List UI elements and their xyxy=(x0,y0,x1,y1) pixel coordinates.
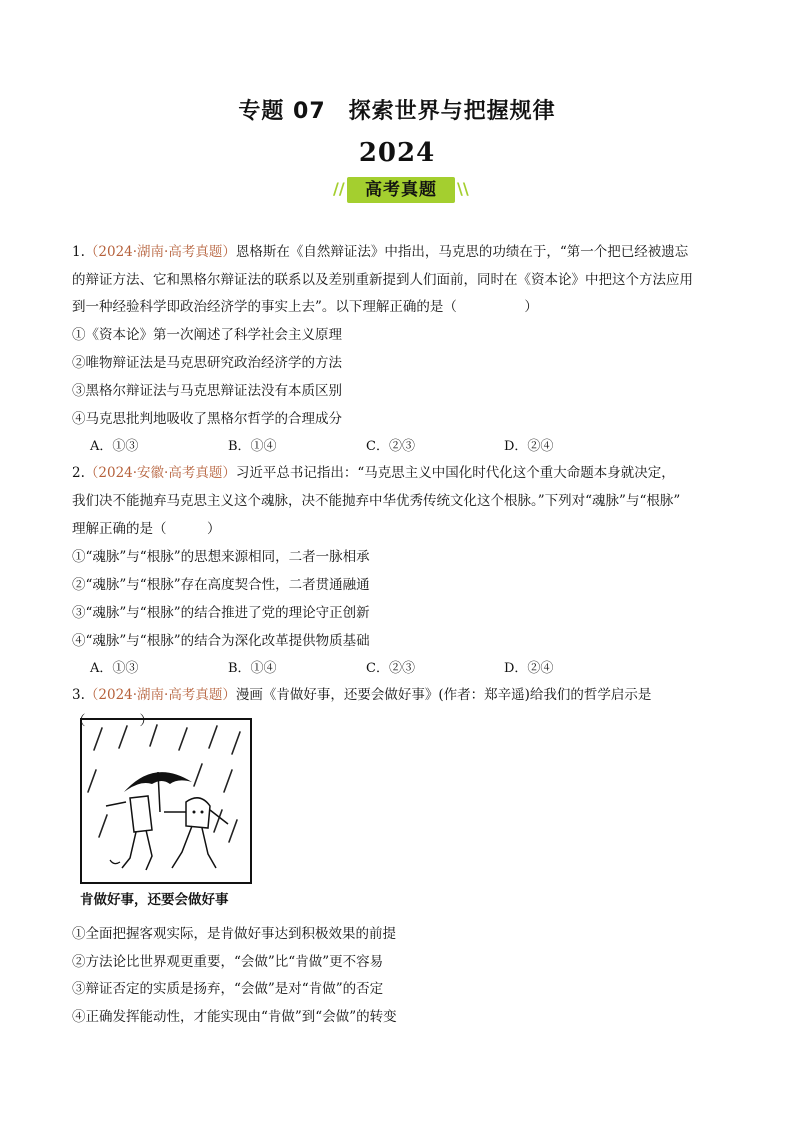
q3-line1 xyxy=(72,685,651,705)
q2-text-1: 习近平总书记指出：“马克思主义中国化时代化这个重大命题本身就决定， xyxy=(235,465,675,481)
q1-item-3: ③黑格尔辩证法与马克思辩证法没有本质区别 xyxy=(72,383,342,399)
q1-line3: 到一种经验科学即政治经济学的事实上去”。以下理解正确的是（ ） xyxy=(72,299,538,315)
banner-label: 高考真题 xyxy=(365,180,437,200)
q2-option-c: C．②③ xyxy=(366,661,415,676)
q1-item-2: ②唯物辩证法是马克思研究政治经济学的方法 xyxy=(72,355,342,371)
q3-item-2: ②方法论比世界观更重要，“会做”比“肯做”更不容易 xyxy=(72,954,384,970)
cartoon-drawing xyxy=(82,720,250,882)
q2-line1 xyxy=(72,463,675,483)
q1-option-b: B．①④ xyxy=(228,439,277,454)
q2-item-4: ④“魂脉”与“根脉”的结合为深化改革提供物质基础 xyxy=(72,633,370,649)
cartoon-illustration xyxy=(80,718,252,884)
cartoon-caption: 肯做好事，还要会做好事 xyxy=(80,892,229,908)
q1-option-c: C．②③ xyxy=(366,439,415,454)
q2-item-3: ③“魂脉”与“根脉”的结合推进了党的理论守正创新 xyxy=(72,605,370,621)
q1-option-d: D．②④ xyxy=(504,439,554,454)
q2-item-1: ①“魂脉”与“根脉”的思想来源相同，二者一脉相承 xyxy=(72,549,370,565)
q1-line2: 的辩证方法、它和黑格尔辩证法的联系以及差别重新提到人们面前，同时在《资本论》中把这个方法应用 xyxy=(72,272,693,288)
banner-slash-left: // xyxy=(333,179,345,198)
q3-number: 3. xyxy=(72,687,85,703)
q2-options xyxy=(90,659,642,679)
year-text: 2024 xyxy=(358,138,436,168)
section-banner xyxy=(333,177,469,203)
q1-item-4: ④马克思批判地吸收了黑格尔哲学的合理成分 xyxy=(72,411,342,427)
q3-item-4: ④正确发挥能动性，才能实现由“肯做”到“会做”的转变 xyxy=(72,1009,397,1025)
q2-option-b: B．①④ xyxy=(228,661,277,676)
q2-option-d: D．②④ xyxy=(504,661,554,676)
q1-option-a: A．①③ xyxy=(90,439,139,454)
q3-line2: （ ） xyxy=(72,713,153,729)
q1-line1 xyxy=(72,242,688,262)
year-heading xyxy=(0,138,794,168)
q2-line3: 理解正确的是（ ） xyxy=(72,521,221,537)
q2-number: 2. xyxy=(72,465,85,481)
q2-option-a: A．①③ xyxy=(90,661,139,676)
q1-source: （2024·湖南·高考真题） xyxy=(84,244,236,260)
banner-slash-right: \\ xyxy=(457,179,469,198)
q1-options xyxy=(90,437,642,457)
q2-source: （2024·安徽·高考真题） xyxy=(84,465,236,481)
q3-source: （2024·湖南·高考真题） xyxy=(84,687,236,703)
q3-text-1: 漫画《肯做好事，还要会做好事》(作者：郑辛遥)给我们的哲学启示是 xyxy=(235,687,652,703)
q3-item-3: ③辩证否定的实质是扬弃，“会做”是对“肯做”的否定 xyxy=(72,981,384,997)
q1-text-1: 恩格斯在《自然辩证法》中指出，马克思的功绩在于，“第一个把已经被遗忘 xyxy=(235,244,689,260)
q2-line2: 我们决不能抛弃马克思主义这个魂脉，决不能抛弃中华优秀传统文化这个根脉。”下列对“魂脉”与“根脉” xyxy=(72,493,681,509)
page-title: 专题 07 探索世界与把握规律 xyxy=(238,99,556,124)
q3-item-1: ①全面把握客观实际，是肯做好事达到积极效果的前提 xyxy=(72,926,396,942)
q2-item-2: ②“魂脉”与“根脉”存在高度契合性，二者贯通融通 xyxy=(72,577,370,593)
q1-number: 1. xyxy=(72,244,85,260)
q1-item-1: ①《资本论》第一次阐述了科学社会主义原理 xyxy=(72,327,342,343)
